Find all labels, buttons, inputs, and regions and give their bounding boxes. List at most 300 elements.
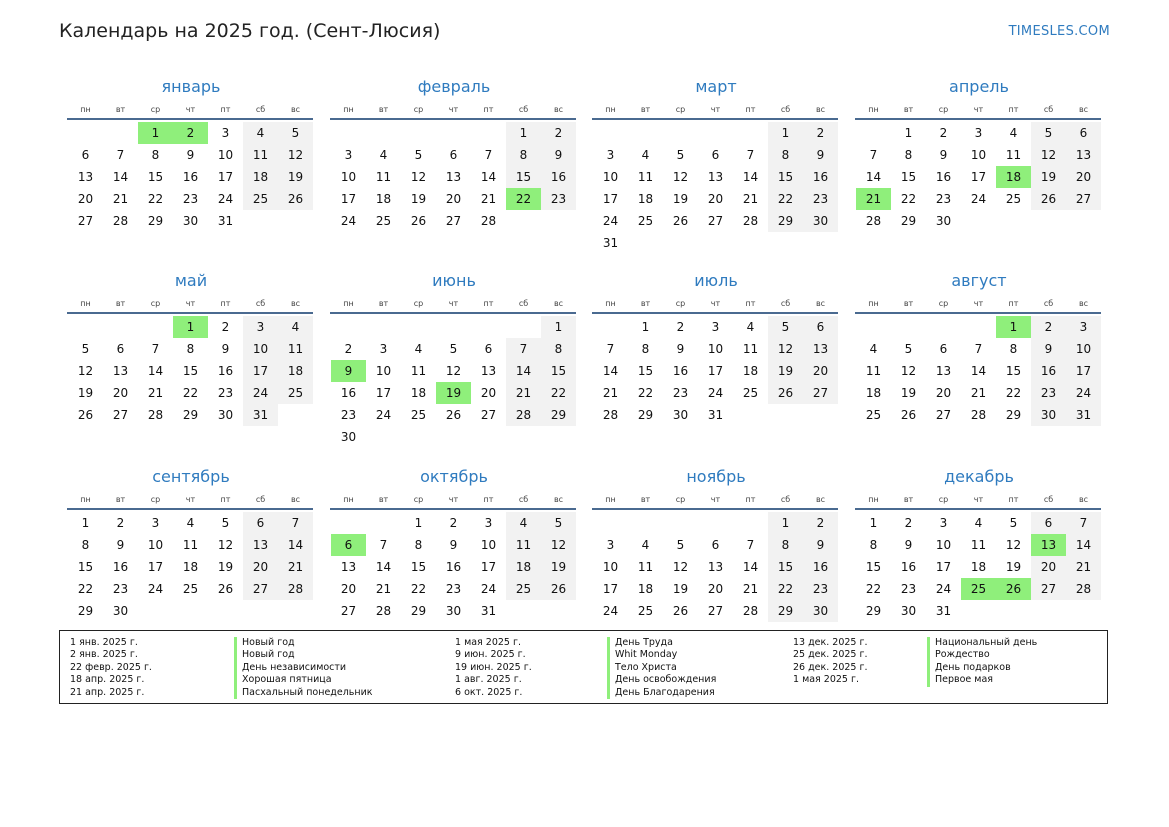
weekday-label: вс [290,495,301,504]
week-row [593,210,839,232]
week-row [856,316,1102,338]
day-cell: 5 [676,148,685,162]
day-cell: 24 [375,408,392,422]
weekday-label: вс [815,299,826,308]
weekday-label: чт [973,105,984,114]
weekday-label: вт [115,299,126,308]
day-cell: 27 [112,408,129,422]
day-cell: 9 [904,538,913,552]
day-cell: 7 [746,148,755,162]
weekday-label: чт [185,299,196,308]
day-cell: 1 [541,316,576,338]
day-cell: 9 [803,534,838,556]
day-cell: 5 [1009,516,1018,530]
weekday-label: ср [413,495,424,504]
day-cell: 20 [112,386,129,400]
legend-entry: День Труда [607,637,716,649]
day-cell: 7 [746,538,755,552]
weekday-label: вс [815,105,826,114]
day-cell: 8 [768,144,803,166]
day-grid [331,512,577,622]
day-cell: 29 [182,408,199,422]
day-cell: 20 [243,556,278,578]
day-cell: 8 [81,538,90,552]
empty-cell [366,316,401,338]
day-cell: 22 [1005,386,1022,400]
legend-entry: Первое мая [927,674,1037,686]
day-cell: 27 [340,604,357,618]
day-cell: 16 [182,170,199,184]
day-cell: 8 [186,342,195,356]
empty-cell [996,210,1031,232]
legend-entry: 25 дек. 2025 г. [793,649,868,661]
day-cell: 8 [506,144,541,166]
weekday-label: вт [115,495,126,504]
day-cell: 9 [449,538,458,552]
day-cell: 28 [970,408,987,422]
weekday-label: вт [378,495,389,504]
empty-cell [1031,600,1066,622]
weekday-label: сб [518,495,529,504]
empty-cell [593,316,628,338]
day-cell: 2 [541,122,576,144]
weekday-header [856,102,1102,118]
weekday-label: пт [745,299,756,308]
weekday-label: чт [710,105,721,114]
month-name: август [951,271,1007,290]
day-cell: 19 [672,582,689,596]
day-cell: 1 [138,122,173,144]
legend-entry: 21 апр. 2025 г. [70,686,145,698]
weekday-label: ср [150,299,161,308]
weekday-label: вт [640,299,651,308]
day-cell: 26 [996,578,1031,600]
day-cell: 30 [445,604,462,618]
empty-cell [768,232,803,254]
day-cell: 30 [112,604,129,618]
day-cell: 3 [151,516,160,530]
empty-cell [436,122,471,144]
day-cell: 9 [676,342,685,356]
day-cell: 5 [414,148,423,162]
day-cell: 15 [506,166,541,188]
weekday-label: вс [553,495,564,504]
day-cell: 8 [1009,342,1018,356]
day-cell: 26 [445,408,462,422]
weekday-label: вт [378,105,389,114]
day-cell: 8 [904,148,913,162]
weekday-header [856,296,1102,312]
day-cell: 9 [1031,338,1066,360]
day-cell: 7 [1066,512,1101,534]
day-cell: 2 [344,342,353,356]
day-cell: 10 [147,538,164,552]
day-cell: 3 [243,316,278,338]
month-1 [68,76,314,232]
legend-entry: Новый год [234,637,373,649]
day-cell: 8 [541,338,576,360]
day-grid [856,512,1102,622]
day-cell: 4 [414,342,423,356]
week-row [68,360,314,382]
month-3 [593,76,839,254]
day-cell: 24 [147,582,164,596]
day-cell: 23 [182,192,199,206]
month-5 [68,270,314,426]
week-row [68,404,314,426]
legend-col1-dates [70,637,152,699]
day-cell: 1 [414,516,423,530]
week-row [593,188,839,210]
day-cell: 19 [436,382,471,404]
header-rule [330,118,576,120]
day-cell: 17 [217,170,234,184]
day-cell: 22 [182,386,199,400]
weekday-label: вт [903,495,914,504]
day-cell: 18 [970,560,987,574]
weekday-label: ср [413,105,424,114]
day-cell: 11 [278,338,313,360]
weekday-label: вс [553,299,564,308]
weekday-label: пн [868,495,879,504]
day-cell: 4 [746,320,755,334]
day-cell: 6 [803,316,838,338]
week-row [593,144,839,166]
day-grid [593,512,839,622]
week-row [593,600,839,622]
day-cell: 14 [742,560,759,574]
day-cell: 7 [278,512,313,534]
day-cell: 25 [961,578,996,600]
day-cell: 30 [803,600,838,622]
weekday-label: вс [1078,299,1089,308]
legend-entry: Тело Христа [607,662,716,674]
day-cell: 29 [865,604,882,618]
day-cell: 27 [707,214,724,228]
day-cell: 16 [900,560,917,574]
header-rule [592,508,838,510]
weekday-label: чт [448,495,459,504]
weekday-label: пн [80,495,91,504]
day-cell: 23 [672,386,689,400]
day-grid [331,122,577,232]
weekday-label: пн [868,299,879,308]
day-cell: 18 [637,582,654,596]
day-cell: 14 [278,534,313,556]
header-rule [67,118,313,120]
day-cell: 30 [803,210,838,232]
weekday-label: вс [1078,495,1089,504]
day-cell: 24 [602,214,619,228]
month-2 [331,76,577,232]
day-cell: 31 [243,404,278,426]
weekday-label: пт [745,105,756,114]
weekday-header [856,492,1102,508]
day-cell: 21 [602,386,619,400]
day-cell: 2 [449,516,458,530]
day-cell: 20 [803,360,838,382]
day-cell: 17 [1066,360,1101,382]
legend-entry: 1 мая 2025 г. [793,674,859,686]
day-cell: 20 [707,192,724,206]
day-cell: 9 [939,148,948,162]
day-cell: 16 [672,364,689,378]
legend-entry: День подарков [927,662,1037,674]
month-10 [331,466,577,622]
day-cell: 5 [1031,122,1066,144]
day-cell: 7 [974,342,983,356]
day-cell: 21 [970,386,987,400]
empty-cell [366,512,401,534]
weekday-label: сб [255,299,266,308]
day-cell: 13 [707,560,724,574]
day-cell: 25 [742,386,759,400]
day-cell: 29 [1005,408,1022,422]
day-cell: 3 [974,126,983,140]
week-row [856,122,1102,144]
header-rule [855,508,1101,510]
day-cell: 16 [217,364,234,378]
weekday-label: вс [553,105,564,114]
empty-cell [278,600,313,622]
legend-col3-dates [793,637,868,687]
day-cell: 12 [410,170,427,184]
week-row [593,122,839,144]
weekday-label: вт [640,105,651,114]
day-cell: 17 [935,560,952,574]
site-link[interactable]: TIMESLES.COM [1008,24,1110,39]
day-cell: 14 [112,170,129,184]
day-cell: 24 [1066,382,1101,404]
day-cell: 22 [900,192,917,206]
week-row [68,144,314,166]
day-cell: 26 [77,408,94,422]
day-cell: 1 [641,320,650,334]
weekday-label: вс [290,105,301,114]
day-cell: 13 [445,170,462,184]
day-cell: 2 [939,126,948,140]
day-cell: 15 [768,166,803,188]
empty-cell [401,426,436,448]
month-name: январь [161,77,221,96]
empty-cell [471,122,506,144]
day-cell: 24 [970,192,987,206]
day-cell: 8 [768,534,803,556]
weekday-label: ср [938,105,949,114]
empty-cell [541,426,576,448]
day-cell: 27 [1066,188,1101,210]
day-cell: 7 [116,148,125,162]
day-cell: 21 [375,582,392,596]
day-cell: 20 [1031,556,1066,578]
day-cell: 2 [173,122,208,144]
day-cell: 22 [147,192,164,206]
day-cell: 25 [637,604,654,618]
week-row [856,210,1102,232]
legend-entry: Хорошая пятница [234,674,373,686]
weekday-header [331,102,577,118]
day-cell: 3 [939,516,948,530]
day-cell: 27 [935,408,952,422]
week-row [593,360,839,382]
weekday-label: сб [780,495,791,504]
header-rule [67,312,313,314]
day-cell: 26 [768,382,803,404]
day-cell: 18 [375,192,392,206]
day-cell: 18 [506,556,541,578]
weekday-label: вс [1078,105,1089,114]
month-8 [856,270,1102,426]
weekday-label: пт [220,299,231,308]
day-cell: 14 [375,560,392,574]
weekday-label: чт [973,299,984,308]
day-cell: 9 [331,360,366,382]
legend-entry: Национальный день [927,637,1037,649]
day-cell: 13 [77,170,94,184]
day-cell: 13 [480,364,497,378]
month-12 [856,466,1102,622]
day-cell: 12 [1031,144,1066,166]
weekday-label: пн [80,105,91,114]
day-cell: 10 [243,338,278,360]
day-cell: 27 [707,604,724,618]
empty-cell [103,122,138,144]
day-cell: 23 [900,582,917,596]
page-title: Календарь на 2025 год. (Сент-Люсия) [59,20,441,42]
day-cell: 1 [996,316,1031,338]
day-cell: 17 [340,192,357,206]
day-cell: 26 [900,408,917,422]
legend-entry: 13 дек. 2025 г. [793,637,868,648]
day-cell: 11 [742,342,759,356]
day-cell: 13 [112,364,129,378]
day-cell: 10 [480,538,497,552]
day-cell: 26 [217,582,234,596]
empty-cell [506,316,541,338]
week-row [68,556,314,578]
day-cell: 26 [278,188,313,210]
day-cell: 14 [506,360,541,382]
weekday-label: чт [710,495,721,504]
day-cell: 18 [742,364,759,378]
day-cell: 5 [541,512,576,534]
day-cell: 21 [856,188,891,210]
week-row [68,534,314,556]
weekday-label: ср [675,105,686,114]
day-cell: 11 [1005,148,1022,162]
empty-cell [331,316,366,338]
day-cell: 30 [182,214,199,228]
weekday-header [593,296,839,312]
weekday-label: вт [903,105,914,114]
day-cell: 16 [935,170,952,184]
day-cell: 24 [602,604,619,618]
day-cell: 24 [707,386,724,400]
day-cell: 7 [606,342,615,356]
day-cell: 6 [243,512,278,534]
day-cell: 13 [1066,144,1101,166]
month-name: июнь [432,271,476,290]
day-cell: 5 [221,516,230,530]
weekday-label: сб [780,299,791,308]
weekday-label: вт [115,105,126,114]
day-cell: 6 [116,342,125,356]
weekday-label: пт [483,299,494,308]
empty-cell [208,600,243,622]
weekday-label: сб [255,105,266,114]
week-row [593,316,839,338]
empty-cell [961,600,996,622]
weekday-label: пт [220,495,231,504]
empty-cell [436,316,471,338]
day-cell: 21 [1066,556,1101,578]
day-cell: 30 [900,604,917,618]
week-row [856,556,1102,578]
empty-cell [856,122,891,144]
day-grid [68,512,314,622]
empty-cell [803,232,838,254]
legend-entry: День независимости [234,662,373,674]
weekday-label: ср [938,299,949,308]
day-cell: 6 [939,342,948,356]
empty-cell [331,122,366,144]
empty-cell [506,426,541,448]
day-cell: 6 [449,148,458,162]
empty-cell [1066,600,1101,622]
weekday-label: пн [80,299,91,308]
legend-entry: 2 янв. 2025 г. [70,649,138,661]
month-name: апрель [949,77,1009,96]
day-cell: 28 [742,604,759,618]
day-cell: 5 [81,342,90,356]
day-cell: 23 [541,188,576,210]
empty-cell [733,232,768,254]
week-row [593,512,839,534]
day-cell: 13 [1031,534,1066,556]
day-cell: 9 [116,538,125,552]
week-row [856,144,1102,166]
empty-cell [471,426,506,448]
header-rule [330,508,576,510]
day-cell: 6 [484,342,493,356]
week-row [331,338,577,360]
day-cell: 15 [865,560,882,574]
weekday-label: пн [868,105,879,114]
day-cell: 20 [1066,166,1101,188]
legend-entry: 1 янв. 2025 г. [70,637,138,648]
day-cell: 13 [340,560,357,574]
day-cell: 2 [803,122,838,144]
day-cell: 22 [506,188,541,210]
day-cell: 2 [676,320,685,334]
day-cell: 24 [340,214,357,228]
day-cell: 8 [641,342,650,356]
day-cell: 27 [1031,578,1066,600]
day-cell: 1 [768,122,803,144]
day-cell: 6 [711,148,720,162]
day-cell: 28 [278,578,313,600]
day-cell: 15 [768,556,803,578]
weekday-header [68,492,314,508]
day-cell: 4 [641,148,650,162]
weekday-label: ср [413,299,424,308]
weekday-label: чт [185,105,196,114]
empty-cell [698,232,733,254]
day-cell: 2 [221,320,230,334]
day-cell: 8 [869,538,878,552]
day-cell: 14 [602,364,619,378]
day-cell: 10 [970,148,987,162]
